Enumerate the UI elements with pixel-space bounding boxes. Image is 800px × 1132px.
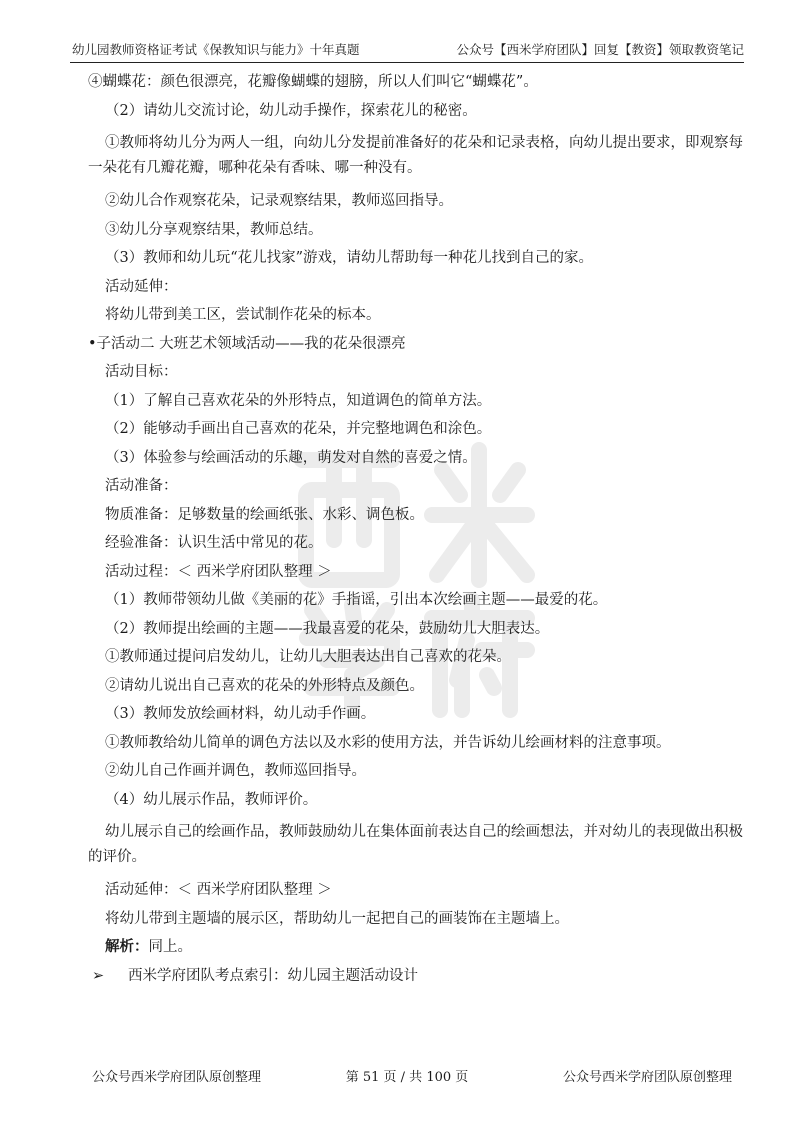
text-line: ②幼儿合作观察花朵，记录观察结果，教师巡回指导。: [105, 193, 453, 209]
text-line: ②幼儿自己作画并调色，教师巡回指导。: [105, 763, 366, 779]
page-number: 第 51 页 / 共 100 页: [345, 1070, 469, 1085]
header-book-title: 幼儿园教师资格证考试《保教知识与能力》十年真题: [72, 42, 360, 57]
document-body: [88, 72, 748, 994]
arrow-bullet-icon: ➢: [92, 967, 105, 984]
text-line: （1）了解自己喜欢花朵的外形特点，知道调色的简单方法。: [105, 392, 492, 409]
text-line: 活动准备：: [105, 478, 178, 494]
analysis-text: 同上。: [148, 939, 192, 955]
analysis-line: [88, 937, 748, 966]
header-promo-text: 公众号【西米学府团队】回复【教资】领取教资笔记: [456, 42, 744, 57]
footer-left-credit: 公众号西米学府团队原创整理: [92, 1070, 262, 1085]
text-line: ②请幼儿说出自己喜欢的花朵的外形特点及颜色。: [105, 677, 424, 694]
text-line: ①教师通过提问启发幼儿，让幼儿大胆表达出自己喜欢的花朵。: [105, 649, 511, 665]
page-header: [70, 40, 744, 63]
text-line: 将幼儿带到美工区，尝试制作花朵的标本。: [105, 307, 381, 323]
page-footer: [70, 1068, 744, 1090]
analysis-label: 解析：: [105, 938, 149, 955]
text-line: 物质准备：足够数量的绘画纸张、水彩、调色板。: [105, 506, 424, 523]
text-line: 将幼儿带到主题墙的展示区，帮助幼儿一起把自己的画装饰在主题墙上。: [105, 910, 569, 927]
knowledge-index-text: 西米学府团队考点索引：幼儿园主题活动设计: [128, 967, 418, 984]
text-line: 活动延伸：: [105, 278, 178, 295]
text-line: （3）体验参与绘画活动的乐趣，萌发对自然的喜爱之情。: [105, 449, 477, 466]
text-paragraph: 幼儿展示自己的绘画作品，教师鼓励幼儿在集体面前表达自己的绘画想法，并对幼儿的表现做出积极的评价。: [88, 824, 743, 865]
text-line: ①教师教给幼儿简单的调色方法以及水彩的使用方法，并告诉幼儿绘画材料的注意事项。: [105, 734, 671, 751]
text-line: （2）教师提出绘画的主题——我最喜爱的花朵，鼓励幼儿大胆表达。: [105, 620, 550, 637]
text-line: （2）请幼儿交流讨论，幼儿动手操作，探索花儿的秘密。: [105, 102, 477, 119]
text-line: 活动目标：: [105, 364, 178, 380]
text-line: 活动延伸：＜ 西米学府团队整理 ＞: [105, 882, 332, 898]
text-line: ③幼儿分享观察结果，教师总结。: [105, 221, 323, 238]
text-line: ④蝴蝶花：颜色很漂亮，花瓣像蝴蝶的翅膀，所以人们叫它“蝴蝶花”。: [88, 74, 538, 90]
text-line: 活动过程：＜ 西米学府团队整理 ＞: [105, 563, 332, 580]
text-line: （3）教师和幼儿玩“花儿找家”游戏，请幼儿帮助每一种花儿找到自己的家。: [105, 250, 594, 266]
knowledge-index-item: [88, 966, 748, 995]
text-paragraph: ①教师将幼儿分为两人一组，向幼儿分发提前准备好的花朵和记录表格，向幼儿提出要求，即观察每一朵花有几瓣花瓣，哪种花朵有香味、哪一种没有。: [88, 135, 743, 176]
section-heading: •子活动二 大班艺术领域活动——我的花朵很漂亮: [88, 335, 406, 352]
text-line: 经验准备：认识生活中常见的花。: [105, 535, 323, 551]
footer-right-credit: 公众号西米学府团队原创整理: [562, 1070, 732, 1085]
text-line: （4）幼儿展示作品，教师评价。: [105, 791, 318, 808]
text-line: （1）教师带领幼儿做《美丽的花》手指谣，引出本次绘画主题——最爱的花。: [105, 592, 608, 608]
text-line: （2）能够动手画出自己喜欢的花朵，并完整地调色和涂色。: [105, 421, 492, 437]
text-line: （3）教师发放绘画材料，幼儿动手作画。: [105, 706, 376, 722]
